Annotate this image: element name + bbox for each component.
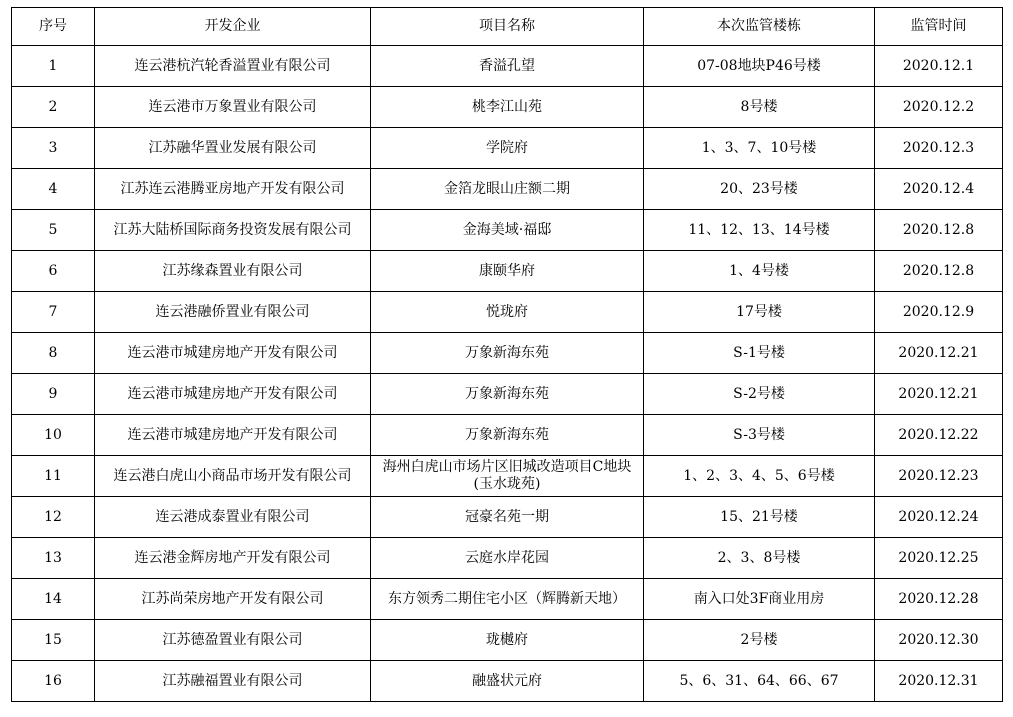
- cell-project: 桃李江山苑: [371, 87, 644, 128]
- table-row: [12, 579, 1003, 620]
- cell-developer: 连云港金辉房地产开发有限公司: [95, 538, 371, 579]
- cell-date: 2020.12.8: [875, 210, 1003, 251]
- table-row: [12, 128, 1003, 169]
- cell-project: 珑樾府: [371, 620, 644, 661]
- cell-index: 15: [12, 620, 95, 661]
- cell-developer: 连云港融侨置业有限公司: [95, 292, 371, 333]
- cell-date: 2020.12.2: [875, 87, 1003, 128]
- cell-date: 2020.12.23: [875, 456, 1003, 497]
- cell-date: 2020.12.28: [875, 579, 1003, 620]
- table-row: [12, 456, 1003, 497]
- cell-developer: 连云港白虎山小商品市场开发有限公司: [95, 456, 371, 497]
- header-developer: 开发企业: [95, 8, 371, 46]
- cell-project: 金海美域·福邸: [371, 210, 644, 251]
- cell-date: 2020.12.1: [875, 46, 1003, 87]
- cell-project: 金箔龙眼山庄额二期: [371, 169, 644, 210]
- cell-index: 7: [12, 292, 95, 333]
- cell-developer: 连云港市城建房地产开发有限公司: [95, 415, 371, 456]
- cell-buildings: 11、12、13、14号楼: [644, 210, 875, 251]
- cell-index: 3: [12, 128, 95, 169]
- cell-index: 16: [12, 661, 95, 702]
- cell-buildings: 1、3、7、10号楼: [644, 128, 875, 169]
- cell-buildings: S-2号楼: [644, 374, 875, 415]
- cell-buildings: 南入口处3F商业用房: [644, 579, 875, 620]
- cell-buildings: 07-08地块P46号楼: [644, 46, 875, 87]
- header-index: 序号: [12, 8, 95, 46]
- table-row: [12, 661, 1003, 702]
- supervision-table: [11, 7, 1003, 702]
- header-buildings: 本次监管楼栋: [644, 8, 875, 46]
- cell-developer: 连云港市城建房地产开发有限公司: [95, 374, 371, 415]
- cell-date: 2020.12.25: [875, 538, 1003, 579]
- cell-index: 9: [12, 374, 95, 415]
- cell-index: 4: [12, 169, 95, 210]
- cell-project: 万象新海东苑: [371, 333, 644, 374]
- cell-index: 12: [12, 497, 95, 538]
- cell-date: 2020.12.8: [875, 251, 1003, 292]
- table-row: [12, 292, 1003, 333]
- cell-index: 1: [12, 46, 95, 87]
- cell-index: 14: [12, 579, 95, 620]
- table-row: [12, 169, 1003, 210]
- cell-project: 万象新海东苑: [371, 374, 644, 415]
- table-row: [12, 210, 1003, 251]
- cell-project: 康颐华府: [371, 251, 644, 292]
- cell-project: 香溢孔望: [371, 46, 644, 87]
- cell-index: 11: [12, 456, 95, 497]
- cell-buildings: 20、23号楼: [644, 169, 875, 210]
- table-row: [12, 333, 1003, 374]
- cell-date: 2020.12.21: [875, 374, 1003, 415]
- cell-developer: 江苏缘森置业有限公司: [95, 251, 371, 292]
- cell-buildings: 1、2、3、4、5、6号楼: [644, 456, 875, 497]
- cell-date: 2020.12.9: [875, 292, 1003, 333]
- cell-date: 2020.12.21: [875, 333, 1003, 374]
- cell-developer: 江苏连云港腾亚房地产开发有限公司: [95, 169, 371, 210]
- cell-developer: 连云港市万象置业有限公司: [95, 87, 371, 128]
- table-row: [12, 46, 1003, 87]
- cell-project: 万象新海东苑: [371, 415, 644, 456]
- cell-date: 2020.12.24: [875, 497, 1003, 538]
- cell-developer: 连云港杭汽轮香溢置业有限公司: [95, 46, 371, 87]
- cell-buildings: 2号楼: [644, 620, 875, 661]
- cell-date: 2020.12.30: [875, 620, 1003, 661]
- cell-index: 10: [12, 415, 95, 456]
- table-row: [12, 415, 1003, 456]
- cell-index: 6: [12, 251, 95, 292]
- cell-index: 2: [12, 87, 95, 128]
- table-row: [12, 497, 1003, 538]
- table-row: [12, 538, 1003, 579]
- cell-buildings: 2、3、8号楼: [644, 538, 875, 579]
- cell-buildings: 5、6、31、64、66、67: [644, 661, 875, 702]
- cell-developer: 江苏融华置业发展有限公司: [95, 128, 371, 169]
- cell-project: 冠豪名苑一期: [371, 497, 644, 538]
- cell-buildings: 15、21号楼: [644, 497, 875, 538]
- header-project: 项目名称: [371, 8, 644, 46]
- cell-project: 学院府: [371, 128, 644, 169]
- cell-project: 云庭水岸花园: [371, 538, 644, 579]
- cell-project: 海州白虎山市场片区旧城改造项目C地块(玉水珑苑): [371, 456, 644, 497]
- cell-buildings: S-1号楼: [644, 333, 875, 374]
- cell-date: 2020.12.31: [875, 661, 1003, 702]
- cell-buildings: 1、4号楼: [644, 251, 875, 292]
- table-body: [12, 46, 1003, 702]
- cell-project: 东方领秀二期住宅小区（辉腾新天地）: [371, 579, 644, 620]
- cell-developer: 连云港市城建房地产开发有限公司: [95, 333, 371, 374]
- cell-index: 5: [12, 210, 95, 251]
- cell-buildings: 17号楼: [644, 292, 875, 333]
- cell-date: 2020.12.4: [875, 169, 1003, 210]
- cell-date: 2020.12.3: [875, 128, 1003, 169]
- supervision-table-container: [11, 7, 1003, 702]
- cell-project: 悦珑府: [371, 292, 644, 333]
- table-row: [12, 374, 1003, 415]
- header-date: 监管时间: [875, 8, 1003, 46]
- cell-buildings: 8号楼: [644, 87, 875, 128]
- cell-developer: 江苏尚荣房地产开发有限公司: [95, 579, 371, 620]
- cell-developer: 江苏融福置业有限公司: [95, 661, 371, 702]
- cell-index: 8: [12, 333, 95, 374]
- cell-developer: 连云港成泰置业有限公司: [95, 497, 371, 538]
- table-row: [12, 620, 1003, 661]
- cell-project: 融盛状元府: [371, 661, 644, 702]
- table-row: [12, 87, 1003, 128]
- cell-index: 13: [12, 538, 95, 579]
- header-row: [12, 8, 1003, 46]
- cell-date: 2020.12.22: [875, 415, 1003, 456]
- cell-developer: 江苏德盈置业有限公司: [95, 620, 371, 661]
- cell-developer: 江苏大陆桥国际商务投资发展有限公司: [95, 210, 371, 251]
- cell-buildings: S-3号楼: [644, 415, 875, 456]
- table-row: [12, 251, 1003, 292]
